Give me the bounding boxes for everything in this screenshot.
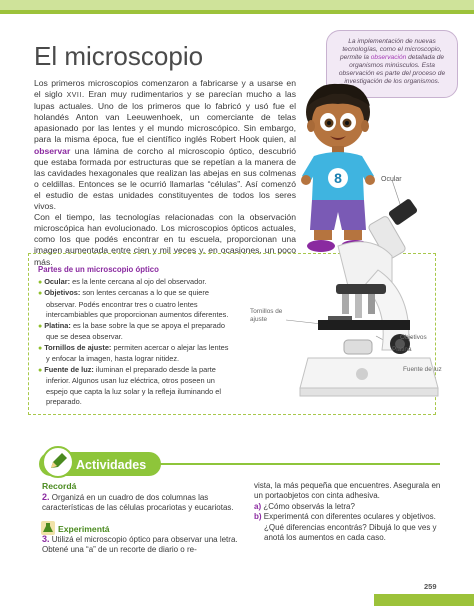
page-number: 259	[424, 582, 437, 591]
part-term: Tornillos de ajuste:	[44, 342, 112, 352]
parts-list	[38, 265, 232, 408]
flask-icon	[41, 521, 55, 535]
parts-item: ● Fuente de luz: iluminan el preparado desde la parte inferior. Algunos usan luz eléctrica, otros poseen un espejo que capta la luz solar y la refleja iluminando el preparado.	[38, 364, 222, 406]
activity-number: 2.	[42, 492, 50, 502]
recorda-heading: Recordá	[42, 481, 77, 491]
page-title: El microscopio	[34, 41, 204, 71]
intro-p1-part1: Los primeros microscopios comenzaron a fabricarse y a usarse en el siglo	[34, 78, 296, 100]
part-text: permiten acercar o alejar las lentes y enfocar la imagen, hasta lograr nitidez.	[46, 342, 229, 363]
keyword-observar: observar	[34, 145, 71, 156]
sub-text: Experimentá con diferentes oculares y objetivos. ¿Qué diferencias encontrás? Dibujá lo que ves y anotá los aumentos en cada caso.	[263, 512, 437, 543]
activity-text-continued: vista, la más pequeña que encuentres. Asegurala en un portaobjetos con cinta adhesiva.	[254, 481, 441, 501]
activity-text: Organizá en un cuadro de dos columnas las características de las células procariotas y eucariotas.	[42, 493, 234, 513]
bubble-keyword: observación	[370, 54, 407, 62]
page-bottom-band	[374, 594, 474, 606]
bubble-text-b: detallada de organismos minúsculos. Esta observación es parte del proceso de investigación de los organismos.	[338, 54, 446, 86]
activity-number: 3.	[42, 534, 50, 544]
shirt-number: 8	[334, 170, 342, 186]
part-text: es la lente cercana al ojo del observador.	[70, 276, 207, 286]
bubble-text-a: La implementación de nuevas tecnologías, como el microscopio, permite la	[339, 38, 442, 62]
parts-item: ● Objetivos: son lentes cercanas a lo que se quiere observar. Podés encontrar tres o cuatro lentes intercambiables que proporcionan aumentos diferentes.	[38, 288, 229, 319]
pencil-icon	[42, 446, 74, 478]
activities-title: Actividades	[76, 458, 147, 472]
intro-century: XVII	[66, 92, 82, 100]
label-platina: Platina	[392, 346, 412, 353]
part-term: Platina:	[44, 320, 71, 330]
activities-rule	[160, 463, 440, 465]
label-ocular: Ocular	[381, 176, 402, 183]
parts-item: ● Tornillos de ajuste: permiten acercar o alejar las lentes y enfocar la imagen, hasta lograr nitidez.	[38, 342, 229, 363]
part-text: iluminan el preparado desde la parte inferior. Algunos usan luz eléctrica, otros poseen un espejo que capta la luz solar y la refleja iluminando el preparado.	[46, 364, 222, 406]
activity-2	[42, 492, 242, 514]
intro-p1-part2: . Eran muy rudimentarios y se parecían mucho a las lupas actuales. Uno de los primeros que lo fabricó y usó fue el holandés Anton van Leeuwenhoek, un comerciante de telas apasionado por las lentes y el mundo microscópico. Sin embargo, para la misma época, fue el científico inglés Robert Hook quien, al	[34, 89, 297, 145]
intro-p2: Con el tiempo, las tecnologías relacionadas con la observación microscópica han evolucionado. Los microscopios ópticos actuales, como los que podés encontrar en tu escuela, proporcionan una imagen aumentada entre cien y mil veces y, en ocasiones, un poco más.	[34, 212, 296, 267]
sub-label: b)	[254, 512, 262, 522]
part-term: Ocular:	[44, 276, 71, 286]
part-text: es la base sobre la que se apoya el preparado que se desea observar.	[46, 320, 225, 341]
sub-label: a)	[254, 501, 262, 511]
experimenta-heading: Experimentá	[58, 524, 110, 534]
parts-heading: Partes de un microscopio óptico	[38, 265, 159, 274]
activity-3-continued	[254, 481, 442, 543]
part-text: son lentes cercanas a lo que se quiere observar. Podés encontrar tres o cuatro lentes intercambiables que proporcionan aumentos diferentes.	[46, 288, 229, 319]
activity-3a	[254, 502, 442, 512]
sub-text: ¿Cómo observás la letra?	[263, 501, 355, 511]
part-term: Fuente de luz:	[44, 364, 94, 374]
activity-3	[42, 534, 242, 556]
activity-3b	[254, 512, 442, 543]
parts-item: ● Platina: es la base sobre la que se apoya el preparado que se desea observar.	[38, 320, 225, 341]
microscope-illustration	[252, 174, 466, 418]
label-tornillos: Tornillos de ajuste	[250, 308, 283, 323]
intro-p1-part3: una lámina de corcho al microscopio óptico, descubrió que estaba formada por estructuras que se repetían a la manera de las cavidades hexagonales que realizan las abejas en sus colmenas o celdillas. Entonces se le ocurrió llamarlas “células”. Así comenzó el estudio de estas unidades constituyentes de todos los seres vivos.	[34, 145, 296, 212]
label-objetivos: Objetivos	[400, 334, 427, 341]
part-term: Objetivos:	[44, 288, 81, 297]
label-fuente-luz: Fuente de luz	[403, 366, 442, 373]
top-accent-band	[0, 10, 474, 14]
parts-item: ● Ocular: es la lente cercana al ojo del observador.	[38, 276, 207, 286]
activity-text: Utilizá el microscopio óptico para observar una letra. Obtené una “a” de un recorte de diario o re-	[42, 535, 238, 555]
top-color-band	[0, 0, 474, 10]
